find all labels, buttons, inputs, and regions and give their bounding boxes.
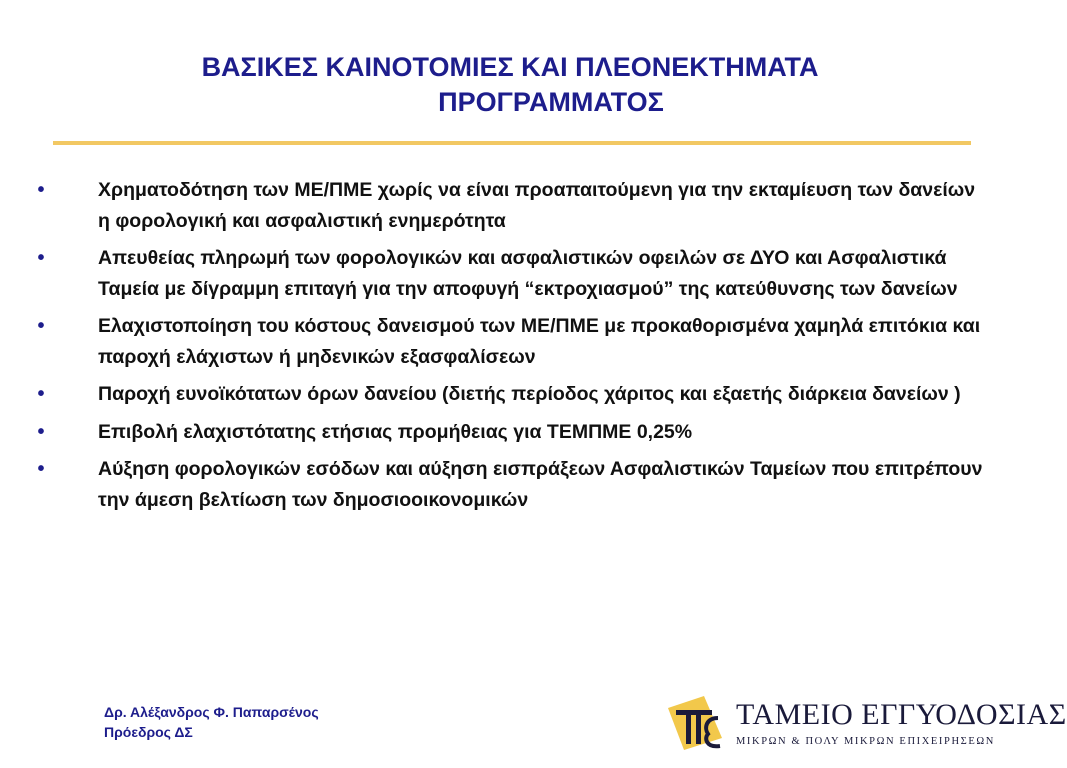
bullet-item [34, 243, 984, 304]
bullet-icon: • [37, 420, 45, 443]
bullet-item [34, 417, 984, 448]
bullet-icon: • [37, 315, 45, 337]
bullet-text: Απευθείας πληρωμή των φορολογικών και ασφαλιστικών οφειλών σε ΔΥΟ και Ασφαλιστικά Ταμεία με δίγραμμη επιταγή για την αποφυγή “εκτροχιασμού” της κατεύθυνσης των δανείων [98, 247, 958, 300]
organization-logo [664, 694, 1067, 758]
presenter-credit [104, 702, 319, 742]
logo-subtitle: ΜΙΚΡΩΝ & ΠΟΛΥ ΜΙΚΡΩΝ ΕΠΙΧΕΙΡΗΣΕΩΝ [736, 736, 995, 747]
page-title-line-2: ΠΡΟΓΡΑΜΜΑΤΟΣ [438, 87, 664, 117]
presenter-name: Δρ. Αλέξανδρος Φ. Παπαρσένος [104, 704, 319, 720]
bullet-icon: • [37, 179, 45, 201]
bullet-icon: • [37, 458, 45, 480]
bullet-icon: • [37, 383, 45, 405]
bullet-list [34, 175, 984, 522]
bullet-icon: • [37, 247, 45, 269]
page-title-line-1: ΒΑΣΙΚΕΣ ΚΑΙΝΟΤΟΜΙΕΣ ΚΑΙ ΠΛΕΟΝΕΚΤΗΜΑΤΑ [201, 52, 819, 82]
bullet-text: Επιβολή ελαχιστότατης ετήσιας προμήθειας για ΤΕΜΠΜΕ 0,25% [98, 420, 693, 443]
bullet-item [34, 379, 984, 410]
te-monogram-icon [664, 694, 730, 758]
bullet-item [34, 454, 984, 515]
bullet-text: Ελαχιστοποίηση του κόστους δανεισμού των ΜΕ/ΠΜΕ με προκαθορισμένα χαμηλά επιτόκια και παροχή ελάχιστων ή μηδενικών εξασφαλίσεων [98, 315, 981, 368]
logo-wordmark: ΤΑΜΕΙΟ ΕΓΓΥΟΔΟΣΙΑΣ [736, 698, 1067, 731]
bullet-item [34, 175, 984, 236]
bullet-text: Αύξηση φορολογικών εσόδων και αύξηση εισπράξεων Ασφαλιστικών Ταμείων που επιτρέπουν την άμεση βελτίωση των δημοσιοοικονομικών [98, 458, 983, 511]
bullet-item [34, 311, 984, 372]
bullet-text: Χρηματοδότηση των ΜΕ/ΠΜΕ χωρίς να είναι προαπαιτούμενη για την εκταμίευση των δανείων η φορολογική και ασφαλιστική ενημερότητα [98, 179, 976, 232]
presenter-role: Πρόεδρος ΔΣ [104, 724, 193, 740]
page-title [80, 50, 940, 120]
title-divider [53, 141, 971, 145]
bullet-text: Παροχή ευνοϊκότατων όρων δανείου (διετής περίοδος χάριτος και εξαετής διάρκεια δανείων ) [98, 383, 961, 405]
